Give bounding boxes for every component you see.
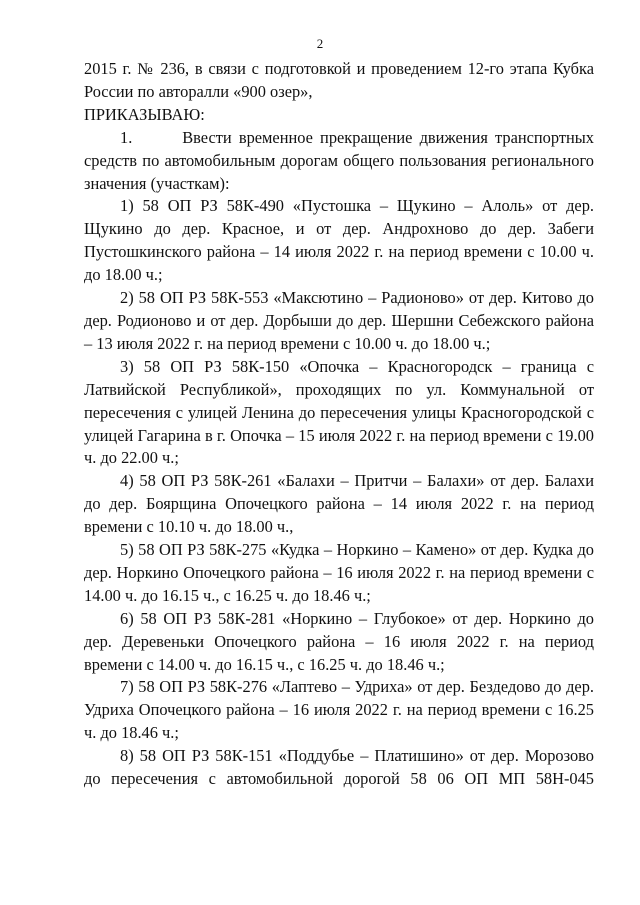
- subitem-5: 5) 58 ОП РЗ 58К-275 «Кудка – Норкино – Камено» от дер. Кудка до дер. Норкино Опочецкого района – 16 июля 2022 г. на период времени с 14.00 ч. до 16.15 ч., с 16.25 ч. до 18.46 ч.;: [84, 540, 594, 605]
- item-1-paragraph: 1. Ввести временное прекращение движения транспортных средств по автомобильным дорогам общего пользования регионального значения (участкам):: [84, 127, 594, 193]
- page-number: 2: [316, 36, 324, 51]
- order-heading: ПРИКАЗЫВАЮ:: [84, 104, 205, 124]
- subitem-1: 1) 58 ОП РЗ 58К-490 «Пустошка – Щукино – Алоль» от дер. Щукино до дер. Красное, и от дер. Андрохново до дер. Забеги Пустошкинского района – 14 июля 2022 г. на период времени с 10.00 ч. до 18.00 ч.;: [84, 196, 594, 285]
- subitem-8: 8) 58 ОП РЗ 58К-151 «Поддубье – Платишино» от дер. Морозово до пересечения с автомобильной дорогой 58 06 ОП МП 58Н-045: [84, 746, 594, 789]
- subitem-2: 2) 58 ОП РЗ 58К-553 «Максютино – Радионово» от дер. Китово до дер. Родионово и от дер. Дорбыши до дер. Шершни Себежского района – 13 июля 2022 г. на период времени с 10.00 ч. до 18.00 ч.;: [84, 288, 594, 353]
- subitem-3: 3) 58 ОП РЗ 58К-150 «Опочка – Красногородск – граница с Латвийской Республикой», проходящих по ул. Коммунальной от пересечения с улицей Ленина до пересечения улицы Красногородской с улицей Гагарина в г. Опочка – 15 июля 2022 г. на период времени с 19.00 ч. до 22.00 ч.;: [84, 356, 594, 468]
- subitem-4: 4) 58 ОП РЗ 58К-261 «Балахи – Притчи – Балахи» от дер. Балахи до дер. Боярщина Опочецкого района – 14 июля 2022 г. на период времени с 10.10 ч. до 18.00 ч.,: [84, 471, 594, 537]
- subitem-6: 6) 58 ОП РЗ 58К-281 «Норкино – Глубокое» от дер. Норкино до дер. Деревеньки Опочецкого района – 16 июля 2022 г. на период времени с 14.00 ч. до 16.15 ч., с 16.25 ч. до 18.46 ч.;: [84, 608, 594, 674]
- document-body: [84, 58, 594, 791]
- subitem-7: 7) 58 ОП РЗ 58К-276 «Лаптево – Удриха» от дер. Бездедово до дер. Удриха Опочецкого района – 16 июля 2022 г. на период времени с 16.25 ч. до 18.46 ч.;: [84, 677, 594, 743]
- intro-paragraph: 2015 г. № 236, в связи с подготовкой и проведением 12-го этапа Кубка России по авторалли «900 озер»,: [84, 59, 594, 101]
